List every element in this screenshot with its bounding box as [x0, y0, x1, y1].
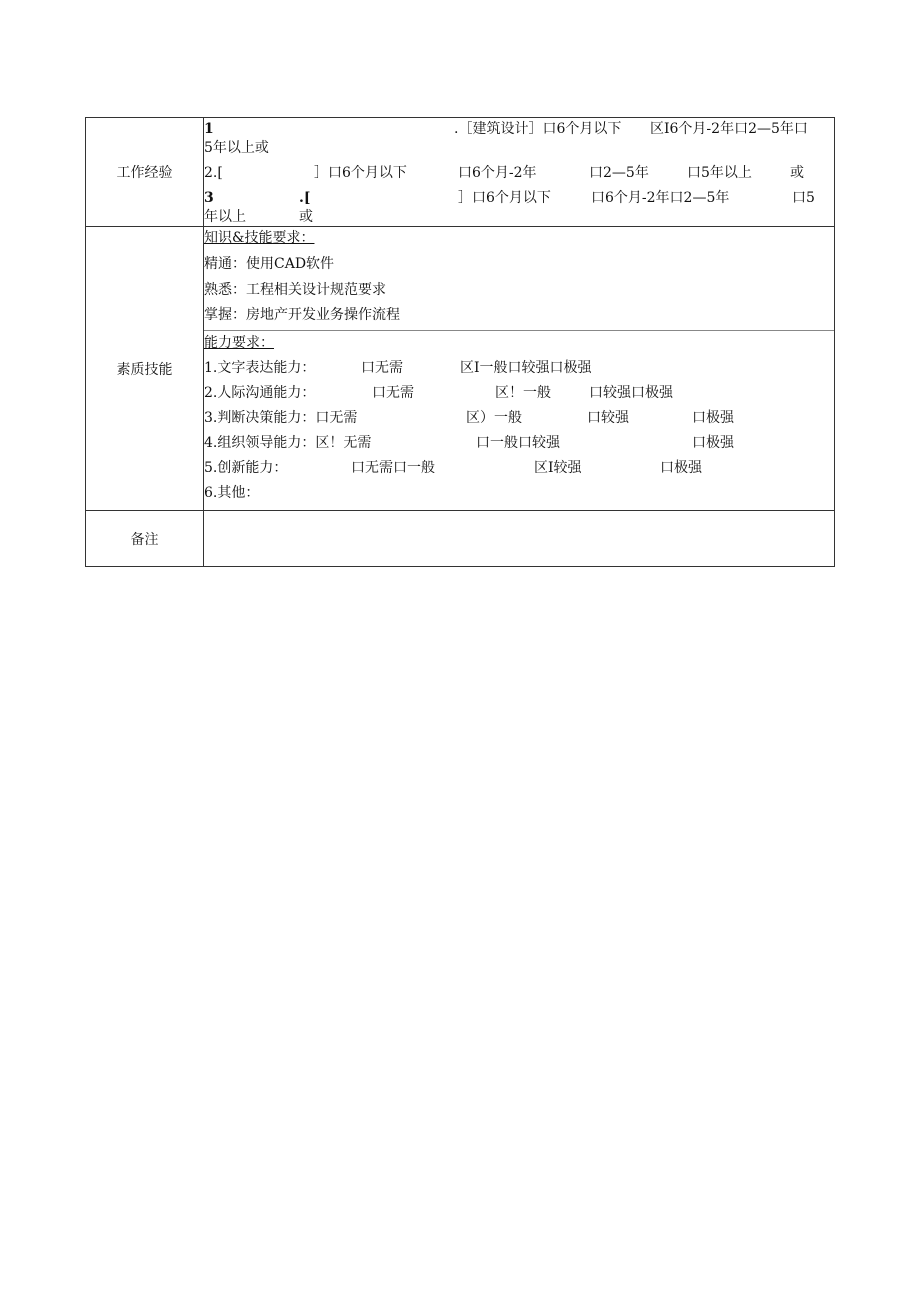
- exp-line4-d: 口6个月-2年口2—5年: [591, 190, 730, 206]
- remarks-content: [204, 511, 834, 566]
- ability-r5-b: 口无需口一般: [351, 460, 435, 476]
- exp-line3-a: 2.[: [204, 165, 223, 181]
- exp-line3-f: 或: [790, 165, 804, 181]
- knowledge-title: 知识&技能要求：: [204, 230, 315, 246]
- exp-line4-b: .[: [299, 190, 311, 206]
- remarks-label: 备注: [86, 511, 204, 566]
- ability-r5-c: 区I较强: [534, 460, 582, 476]
- exp-line1-field: .［建筑设计］口6个月以下: [454, 121, 622, 137]
- ability-r3-d: 口极强: [692, 410, 734, 426]
- exp-line5-b: 或: [299, 209, 313, 225]
- remarks-row: [86, 511, 834, 566]
- ability-divider: [204, 330, 834, 331]
- exp-line4-e: 口5: [792, 190, 815, 206]
- ability-r3-b: 区）一般: [466, 410, 522, 426]
- ability-r1-a: 1.文字表达能力：: [204, 360, 316, 376]
- ability-r4-c: 口极强: [692, 435, 734, 451]
- knowledge-item-3: 掌握：房地产开发业务操作流程: [204, 307, 400, 323]
- ability-r4-a: 4.组织领导能力：区！无需: [204, 435, 372, 451]
- exp-line5-a: 年以上: [204, 209, 246, 225]
- work-experience-label: 工作经验: [86, 118, 204, 226]
- ability-r2-d: 口较强口极强: [589, 385, 673, 401]
- exp-line1-num: 1: [204, 121, 214, 137]
- exp-line4-c: ］口6个月以下: [458, 190, 551, 206]
- exp-line3-b: ］口6个月以下: [314, 165, 407, 181]
- skills-label: 素质技能: [86, 227, 204, 510]
- exp-line1-options: 区I6个月-2年口2—5年口: [650, 121, 808, 137]
- work-experience-row: [86, 118, 834, 227]
- ability-r2-c: 区！一般: [495, 385, 551, 401]
- ability-r5-a: 5.创新能力：: [204, 460, 288, 476]
- exp-line3-d: 口2—5年: [589, 165, 649, 181]
- ability-r4-b: 口一般口较强: [476, 435, 560, 451]
- knowledge-item-1: 精通：使用CAD软件: [204, 256, 335, 272]
- exp-line3-e: 口5年以上: [687, 165, 752, 181]
- ability-r1-b: 口无需: [361, 360, 403, 376]
- exp-line2: 5年以上或: [204, 140, 269, 156]
- ability-r3-c: 口较强: [587, 410, 629, 426]
- ability-r6-a: 6.其他：: [204, 485, 260, 501]
- ability-r3-a: 3.判断决策能力：口无需: [204, 410, 358, 426]
- ability-title: 能力要求：: [204, 335, 274, 351]
- ability-r1-c: 区I一般口较强口极强: [460, 360, 592, 376]
- knowledge-item-2: 熟悉：工程相关设计规范要求: [204, 282, 386, 298]
- ability-r5-d: 口极强: [660, 460, 702, 476]
- ability-r2-a: 2.人际沟通能力：: [204, 385, 316, 401]
- exp-line3-c: 口6个月-2年: [458, 165, 537, 181]
- exp-line4-a: 3: [204, 190, 214, 206]
- job-description-table: [85, 117, 835, 567]
- skills-row: [86, 227, 834, 511]
- ability-r2-b: 口无需: [372, 385, 414, 401]
